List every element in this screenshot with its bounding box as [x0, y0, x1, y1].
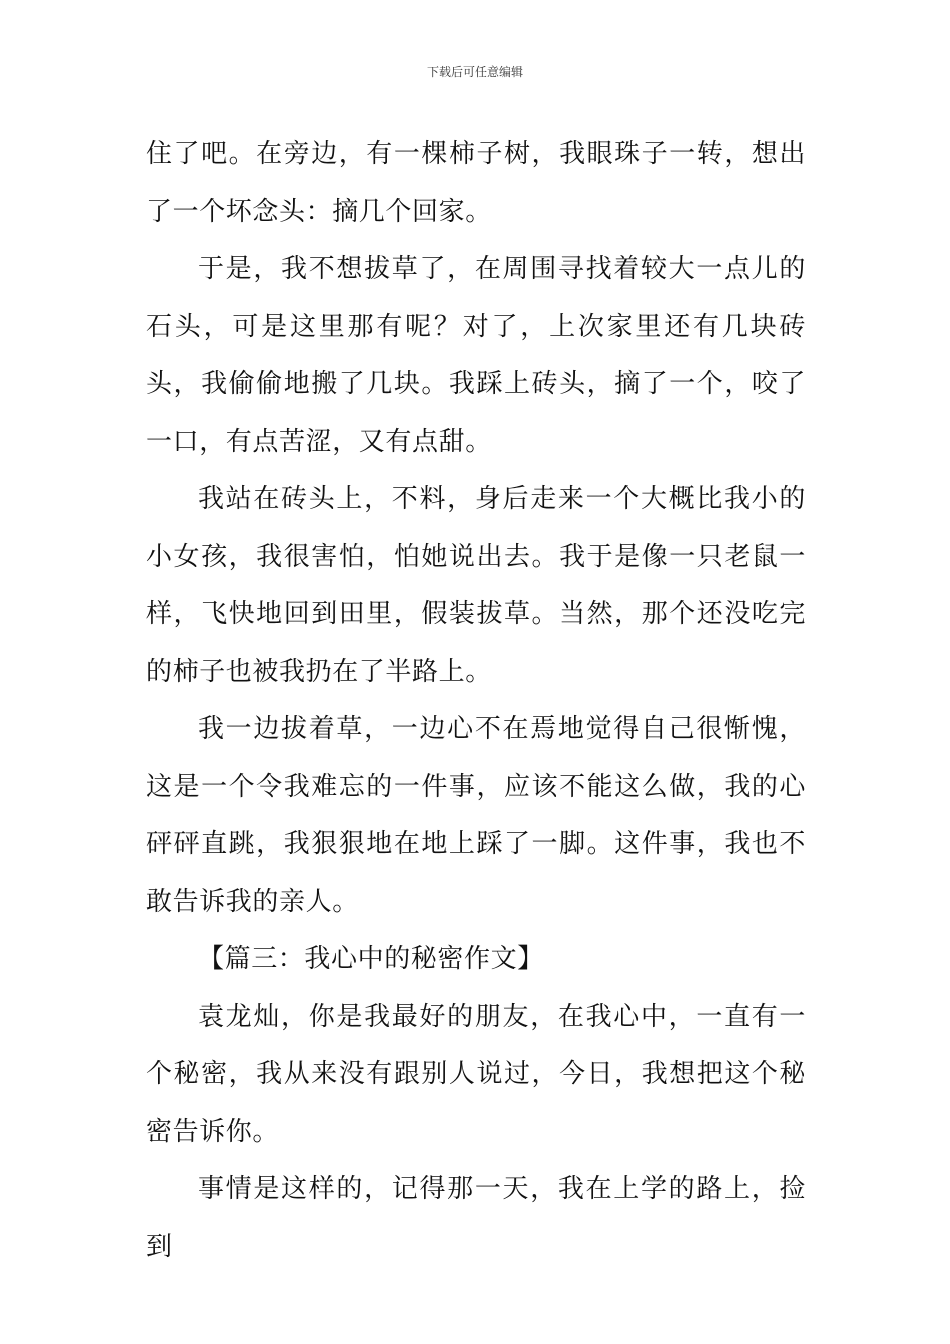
paragraph: 我站在砖头上，不料，身后走来一个大概比我小的小女孩，我很害怕，怕她说出去。我于是像一只老鼠一样，飞快地回到田里，假装拔草。当然，那个还没吃完的柿子也被我扔在了半路上。	[146, 484, 806, 687]
page-header: 下载后可任意编辑	[426, 65, 523, 79]
section-heading: 【篇三：我心中的秘密作文】	[198, 944, 544, 974]
paragraph: 事情是这样的，记得那一天，我在上学的路上，捡到	[146, 1174, 806, 1262]
body-text	[146, 126, 806, 1276]
paragraph: 袁龙灿，你是我最好的朋友，在我心中，一直有一个秘密，我从来没有跟别人说过，今日，我想把这个秘密告诉你。	[146, 1001, 806, 1147]
paragraph: 于是，我不想拔草了，在周围寻找着较大一点儿的石头，可是这里那有呢？对了，上次家里还有几块砖头，我偷偷地搬了几块。我踩上砖头，摘了一个，咬了一口，有点苦涩，又有点甜。	[146, 254, 806, 457]
paragraph: 住了吧。在旁边，有一棵柿子树，我眼珠子一转，想出了一个坏念头：摘几个回家。	[146, 139, 806, 227]
paragraph: 我一边拔着草，一边心不在焉地觉得自己很惭愧，这是一个令我难忘的一件事，应该不能这么做，我的心砰砰直跳，我狠狠地在地上踩了一脚。这件事，我也不敢告诉我的亲人。	[146, 714, 806, 917]
